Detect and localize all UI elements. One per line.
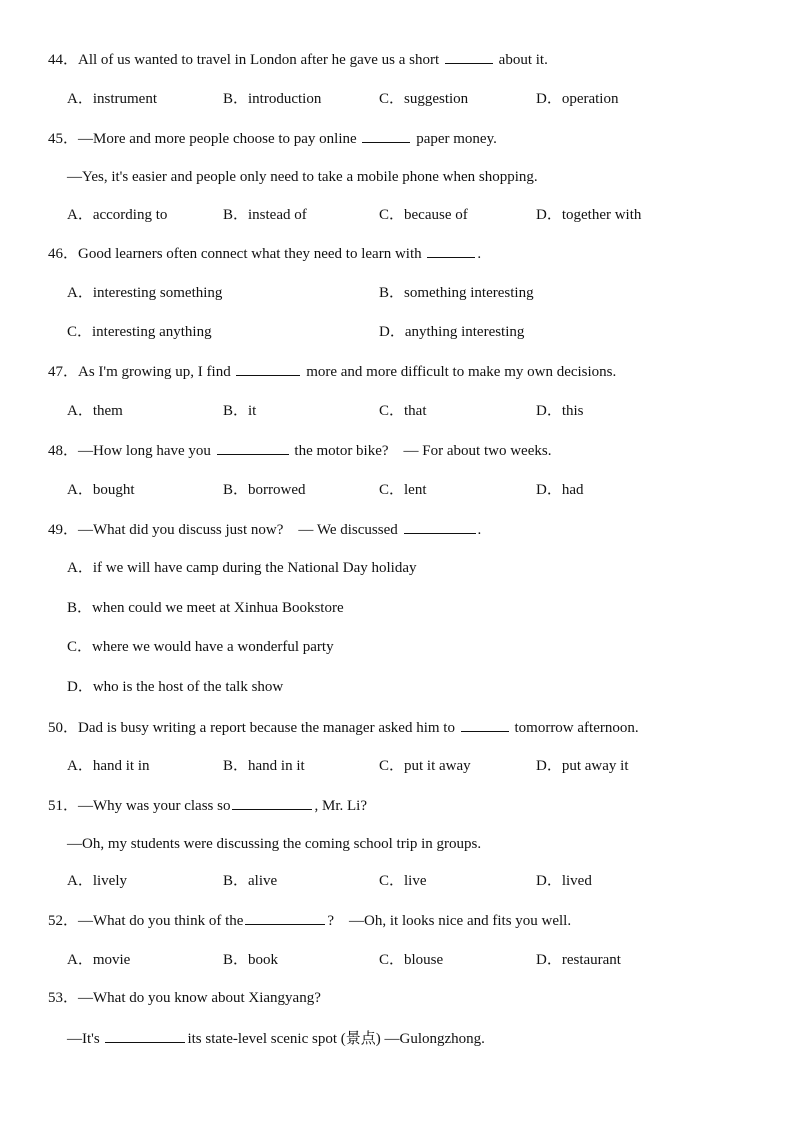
- question-48: [48, 441, 551, 460]
- question-stem-end: tomorrow afternoon.: [514, 720, 639, 736]
- question-53: [48, 989, 321, 1007]
- option-a: A．according to: [67, 207, 168, 223]
- answer-blank: [404, 520, 476, 534]
- question-stem-end: .: [477, 522, 482, 538]
- question-stem: 46．Good learners often connect what they need to learn with: [48, 246, 422, 262]
- option-c: C．live: [379, 873, 427, 889]
- question-51-reply: —Oh, my students were discussing the coming school trip in groups.: [67, 836, 482, 852]
- option-a: A．hand it in: [67, 758, 150, 774]
- option-a: A．interesting something: [67, 285, 223, 301]
- answer-blank: [232, 796, 312, 810]
- option-a: A．lively: [67, 873, 127, 889]
- reply-end: its state-level scenic spot (景点) —Gulongzhong.: [187, 1031, 485, 1047]
- option-a: A．instrument: [67, 91, 157, 107]
- option-b: B．when could we meet at Xinhua Bookstore: [67, 600, 344, 616]
- option-a: A．bought: [67, 482, 135, 498]
- option-b: B．introduction: [223, 91, 322, 107]
- option-b: B．book: [223, 952, 279, 968]
- option-a: A．if we will have camp during the National Day holiday: [67, 560, 417, 576]
- question-stem-end: paper money.: [416, 131, 497, 147]
- question-47: [48, 362, 616, 381]
- option-d: D．put away it: [536, 758, 629, 774]
- question-stem: 45．—More and more people choose to pay online: [48, 131, 357, 147]
- question-45: [48, 129, 497, 148]
- option-b: B．hand in it: [223, 758, 305, 774]
- question-stem-end: more and more difficult to make my own decisions.: [306, 364, 617, 380]
- option-d: D．together with: [536, 207, 642, 223]
- option-d: D．had: [536, 482, 584, 498]
- question-52: [48, 911, 571, 930]
- option-d: D．lived: [536, 873, 592, 889]
- option-c: C．suggestion: [379, 91, 469, 107]
- question-50: [48, 718, 639, 737]
- question-stem-end: .: [477, 246, 482, 262]
- option-a: A．them: [67, 403, 123, 419]
- question-stem: 44．All of us wanted to travel in London after he gave us a short: [48, 52, 440, 68]
- option-b: B．alive: [223, 873, 278, 889]
- answer-blank: [236, 362, 300, 376]
- option-d: D．operation: [536, 91, 619, 107]
- question-stem-end: , Mr. Li?: [314, 798, 367, 814]
- question-45-reply: —Yes, it's easier and people only need to take a mobile phone when shopping.: [67, 169, 538, 185]
- question-stem: 47．As I'm growing up, I find: [48, 364, 231, 380]
- reply-start: —It's: [67, 1031, 100, 1047]
- option-d: D．restaurant: [536, 952, 621, 968]
- question-49: [48, 520, 481, 539]
- answer-blank: [427, 244, 475, 258]
- answer-blank: [445, 50, 493, 64]
- option-c: C．put it away: [379, 758, 471, 774]
- answer-blank: [217, 441, 289, 455]
- answer-blank: [362, 129, 410, 143]
- option-d: D．anything interesting: [379, 324, 525, 340]
- option-b: B．instead of: [223, 207, 307, 223]
- option-c: C．where we would have a wonderful party: [67, 639, 334, 655]
- option-d: D．who is the host of the talk show: [67, 679, 284, 695]
- question-46: [48, 244, 481, 263]
- question-stem: 53．—What do you know about Xiangyang?: [48, 990, 321, 1006]
- option-c: C．blouse: [379, 952, 444, 968]
- question-stem: 49．—What did you discuss just now? — We discussed: [48, 522, 398, 538]
- answer-blank: [245, 911, 325, 925]
- option-c: C．lent: [379, 482, 427, 498]
- question-stem: 51．—Why was your class so: [48, 798, 231, 814]
- answer-blank: [105, 1029, 185, 1043]
- question-51: [48, 796, 367, 815]
- option-c: C．because of: [379, 207, 468, 223]
- question-stem-end: the motor bike? — For about two weeks.: [294, 443, 552, 459]
- question-44: [48, 50, 548, 69]
- question-stem-end: about it.: [498, 52, 548, 68]
- question-53-reply: [67, 1029, 485, 1048]
- option-b: B．it: [223, 403, 257, 419]
- option-b: B．borrowed: [223, 482, 306, 498]
- answer-blank: [461, 718, 509, 732]
- option-c: C．that: [379, 403, 427, 419]
- question-stem: 50．Dad is busy writing a report because the manager asked him to: [48, 720, 455, 736]
- option-a: A．movie: [67, 952, 131, 968]
- option-b: B．something interesting: [379, 285, 534, 301]
- question-stem: 52．—What do you think of the: [48, 913, 244, 929]
- option-d: D．this: [536, 403, 584, 419]
- question-stem: 48．—How long have you: [48, 443, 211, 459]
- option-c: C．interesting anything: [67, 324, 212, 340]
- question-stem-end: ? —Oh, it looks nice and fits you well.: [327, 913, 572, 929]
